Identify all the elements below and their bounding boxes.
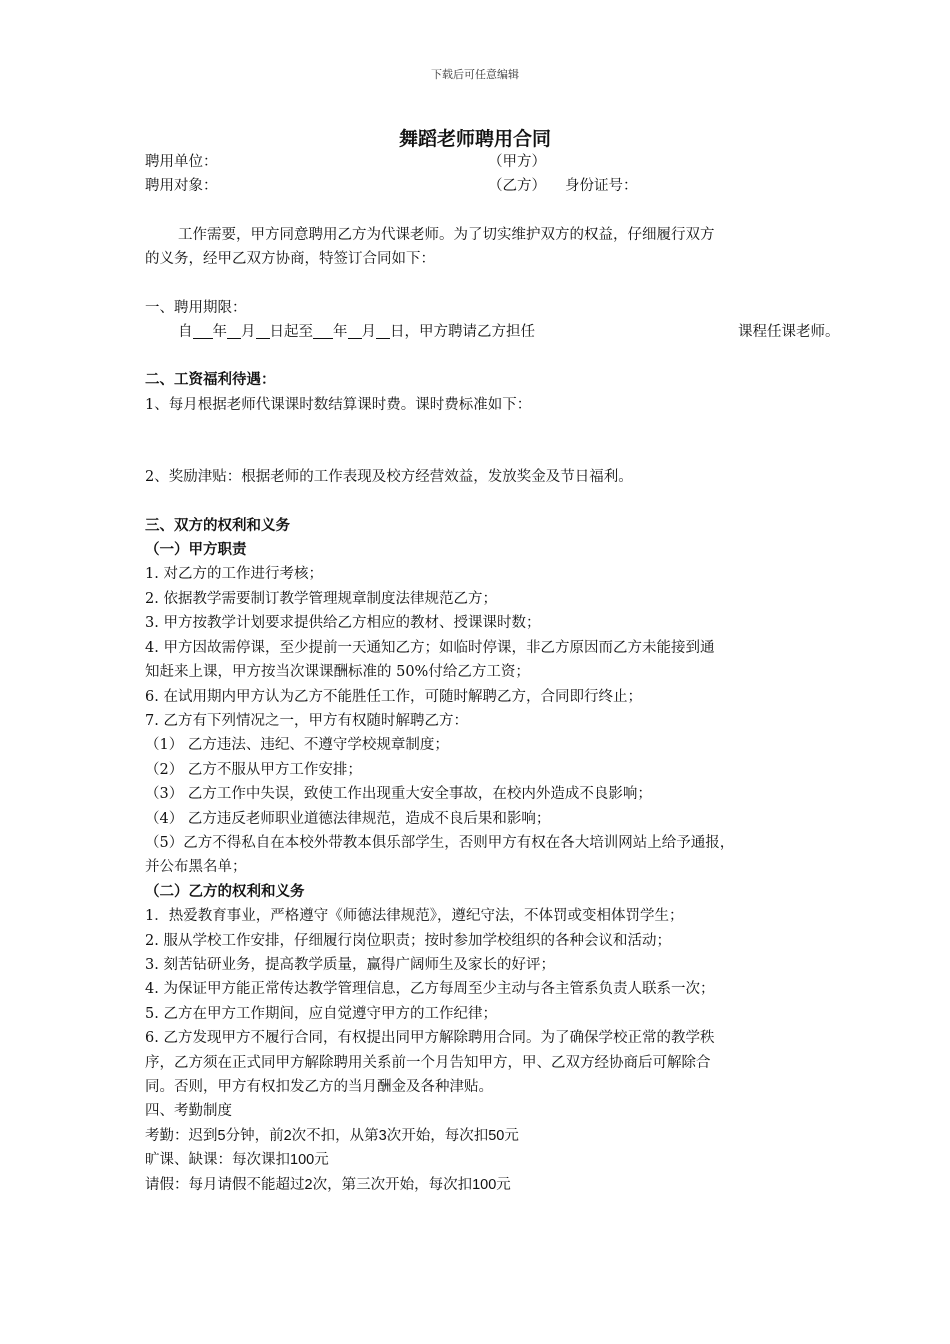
party-b-duty-1: 1．热爱教育事业，严格遵守《师德法律规范》，遵纪守法，不体罚或变相体罚学生； <box>145 908 684 925</box>
dismissal-condition-3: （3） 乙方工作中失误，致使工作出现重大安全事故，在校内外造成不良影响； <box>145 786 652 803</box>
party-b-rights-heading: （二）乙方的权利和义务 <box>145 882 305 900</box>
employer-label: 聘用单位： <box>145 154 218 170</box>
rule-text: 请假：每月请假不能超过 <box>145 1176 305 1193</box>
rule-number: 2 <box>283 1127 292 1144</box>
rule-number: 100 <box>290 1152 315 1169</box>
section-3-heading: 三、双方的权利和义务 <box>145 516 290 534</box>
section-1-heading: 一、聘用期限： <box>145 299 247 316</box>
party-a-duties-heading: （一）甲方职责 <box>145 541 247 559</box>
employer-tag: （甲方） <box>488 154 546 170</box>
blank-field <box>313 322 333 339</box>
intro-line-1: 工作需要，甲方同意聘用乙方为代课老师。为了切实维护双方的权益，仔细履行双方 <box>178 226 715 243</box>
blank-field <box>193 322 213 339</box>
salary-item-1: 1、每月根据老师代课课时数结算课时费。课时费标准如下： <box>145 396 532 413</box>
employee-tag: （乙方） <box>488 178 546 195</box>
rule-number: 2 <box>304 1176 313 1193</box>
term-text: 日起至 <box>269 324 313 341</box>
rule-number: 100 <box>472 1176 497 1193</box>
attendance-rule-leave <box>145 1173 825 1197</box>
term-text: 月 <box>361 324 376 341</box>
party-a-duty-3: 3. 甲方按教学计划要求提供给乙方相应的教材、授课课时数； <box>145 615 541 632</box>
rule-text: 次，第三次开始，每次扣 <box>312 1176 473 1193</box>
term-text: 年 <box>212 324 227 341</box>
id-number-label: 身份证号： <box>565 178 638 195</box>
dismissal-condition-2: （2） 乙方不服从甲方工作安排； <box>145 761 362 778</box>
rule-text: 分钟，前 <box>225 1127 284 1144</box>
rule-text: 元 <box>314 1152 329 1169</box>
party-a-duty-4-line-2: 知赶来上课，甲方按当次课课酬标准的 50%付给乙方工资； <box>145 664 530 681</box>
section-2-heading: 二、工资福利待遇： <box>145 371 276 389</box>
party-b-duty-2: 2. 服从学校工作安排，仔细履行岗位职责；按时参加学校组织的各种会议和活动； <box>145 932 671 949</box>
party-b-duty-6-line-1: 6. 乙方发现甲方不履行合同，有权提出同甲方解除聘用合同。为了确保学校正常的教学秩 <box>145 1030 715 1047</box>
blank-field <box>376 322 390 339</box>
dismissal-condition-4: （4） 乙方违反老师职业道德法律规范，造成不良后果和影响； <box>145 810 551 827</box>
rule-text: 元 <box>496 1176 511 1193</box>
rule-text: 旷课、缺课：每次课扣 <box>145 1152 290 1169</box>
dismissal-condition-5-line-2: 并公布黑名单； <box>145 859 247 876</box>
intro-line-2: 的义务，经甲乙双方协商，特签订合同如下： <box>145 251 435 268</box>
party-b-duty-3: 3. 刻苦钻研业务，提高教学质量，赢得广阔师生及家长的好评； <box>145 956 555 973</box>
page-header-note: 下载后可任意编辑 <box>431 68 519 81</box>
party-a-duty-7: 7. 乙方有下列情况之一，甲方有权随时解聘乙方： <box>145 712 468 729</box>
rule-text: 次开始，每次扣 <box>386 1127 489 1144</box>
term-text: 日，甲方聘请乙方担任 <box>390 324 535 341</box>
blank-field <box>256 322 270 339</box>
rule-text: 次不扣，从第 <box>291 1127 379 1144</box>
term-line <box>145 320 840 344</box>
employee-line <box>145 174 825 198</box>
party-b-duty-6-line-2: 序，乙方须在正式同甲方解除聘用关系前一个月告知甲方，甲、乙双方经协商后可解除合 <box>145 1054 711 1071</box>
attendance-rule-late <box>145 1124 825 1148</box>
party-a-duty-4-line-1: 4. 甲方因故需停课，至少提前一天通知乙方；如临时停课，非乙方原因而乙方未能接到通 <box>145 639 715 656</box>
dismissal-condition-1: （1） 乙方违法、违纪、不遵守学校规章制度； <box>145 737 449 754</box>
party-b-duty-6-line-3: 同。否则，甲方有权扣发乙方的当月酬金及各种津贴。 <box>145 1079 493 1095</box>
rule-number: 5 <box>217 1127 226 1144</box>
term-text: 年 <box>333 324 348 341</box>
party-b-duty-4: 4. 为保证甲方能正常传达教学管理信息，乙方每周至少主动与各主管系负责人联系一次； <box>145 981 715 998</box>
blank-field <box>227 322 241 339</box>
contract-body <box>145 150 840 1197</box>
attendance-rule-absence <box>145 1148 825 1172</box>
rule-number: 3 <box>378 1127 387 1144</box>
salary-item-2: 2、奖励津贴：根据老师的工作表现及校方经营效益，发放奖金及节日福利。 <box>145 469 633 486</box>
party-a-duty-6: 6. 在试用期内甲方认为乙方不能胜任工作，可随时解聘乙方，合同即行终止； <box>145 688 642 705</box>
contract-title: 舞蹈老师聘用合同 <box>398 128 551 150</box>
employer-line <box>145 150 825 174</box>
section-4-heading: 四、考勤制度 <box>145 1103 232 1120</box>
blank-field <box>348 322 362 339</box>
employee-label: 聘用对象： <box>145 178 218 195</box>
course-tail-text: 课程任课老师。 <box>738 324 840 341</box>
rule-text: 考勤：迟到 <box>145 1127 218 1144</box>
term-text: 月 <box>241 324 256 341</box>
party-a-duty-2: 2. 依据教学需要制订教学管理规章制度法律规范乙方； <box>145 590 497 607</box>
rule-number: 50 <box>488 1127 505 1144</box>
term-text: 自 <box>178 324 193 341</box>
party-a-duty-1: 1. 对乙方的工作进行考核； <box>145 566 323 583</box>
party-b-duty-5: 5. 乙方在甲方工作期间，应自觉遵守甲方的工作纪律； <box>145 1005 497 1022</box>
dismissal-condition-5-line-1: （5）乙方不得私自在本校外带教本俱乐部学生，否则甲方有权在各大培训网站上给予通报， <box>145 834 735 851</box>
rule-text: 元 <box>504 1127 519 1144</box>
